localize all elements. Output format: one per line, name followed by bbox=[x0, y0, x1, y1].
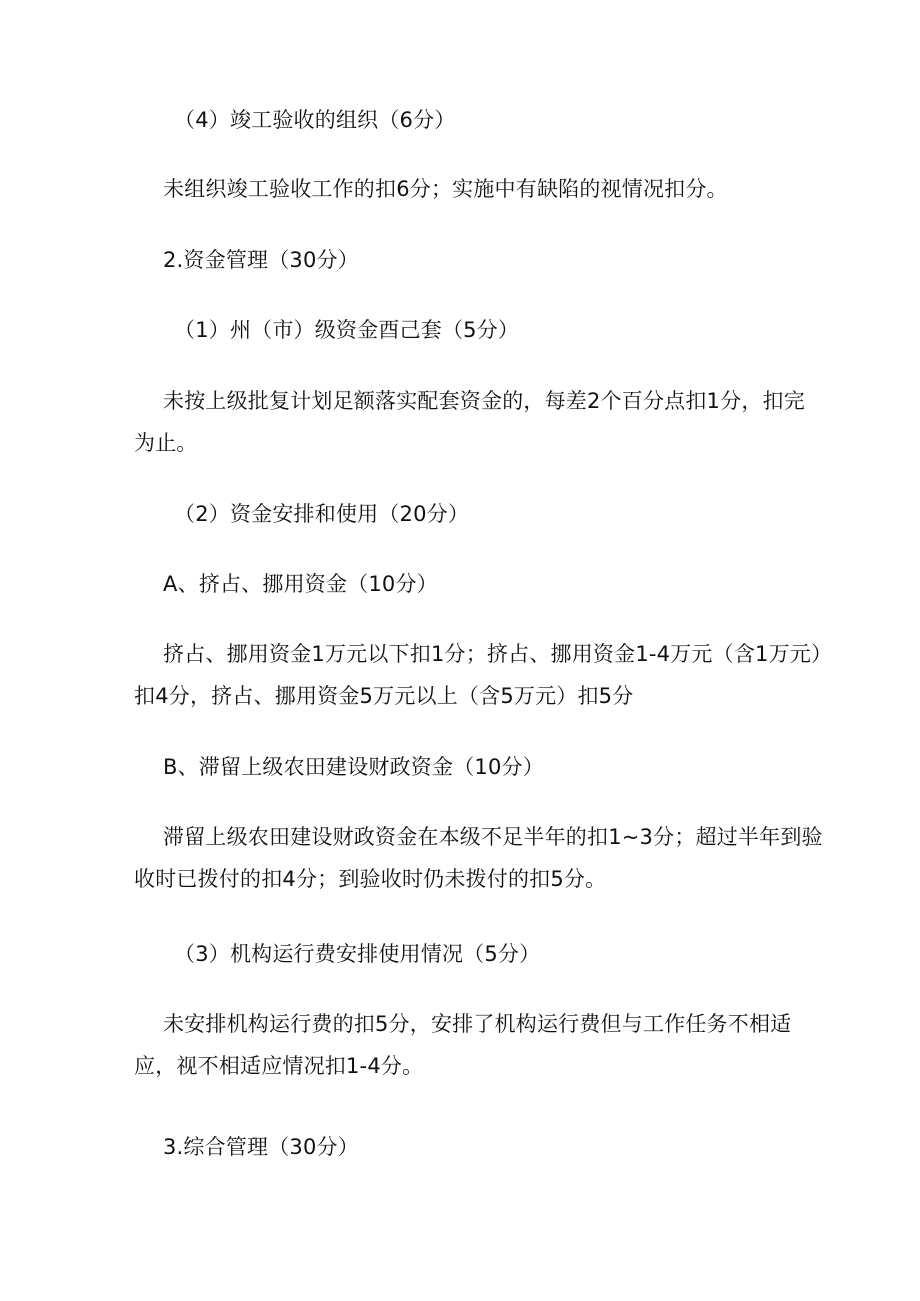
heading-comprehensive-management: 3.综合管理（30分） bbox=[163, 1135, 359, 1159]
subheading-fund-use: （2）资金安排和使用（20分） bbox=[174, 502, 470, 526]
paragraph-matching-funds-rule: 未按上级批复计划足额落实配套资金的，每差2个百分点扣1分，扣完为止。 bbox=[134, 389, 805, 455]
paragraph-operating-costs-rule: 未安排机构运行费的扣5分，安排了机构运行费但与工作任务不相适应，视不相适应情况扣1-4分。 bbox=[134, 1012, 792, 1078]
subheading-misappropriation: A、挤占、挪用资金（10分） bbox=[163, 572, 438, 596]
subheading-matching-funds: （1）州（市）级资金酉己套（5分） bbox=[174, 318, 520, 342]
heading-fund-management: 2.资金管理（30分） bbox=[163, 248, 359, 272]
subheading-completion-acceptance: （4）竣工验收的组织（6分） bbox=[174, 108, 456, 132]
subheading-operating-costs: （3）机构运行费安排使用情况（5分） bbox=[174, 942, 541, 966]
subheading-retained-funds: B、滞留上级农田建设财政资金（10分） bbox=[163, 755, 544, 779]
paragraph-retained-funds-rule: 滞留上级农田建设财政资金在本级不足半年的扣1~3分；超过半年到验收时已拨付的扣4分；到验收时仍未拨付的扣5分。 bbox=[134, 825, 823, 891]
paragraph-completion-acceptance-rule: 未组织竣工验收工作的扣6分；实施中有缺陷的视情况扣分。 bbox=[163, 177, 728, 201]
paragraph-misappropriation-rule: 挤占、挪用资金1万元以下扣1分；挤占、挪用资金1-4万元（含1万元）扣4分，挤占、挪用资金5万元以上（含5万元）扣5分 bbox=[134, 642, 822, 708]
